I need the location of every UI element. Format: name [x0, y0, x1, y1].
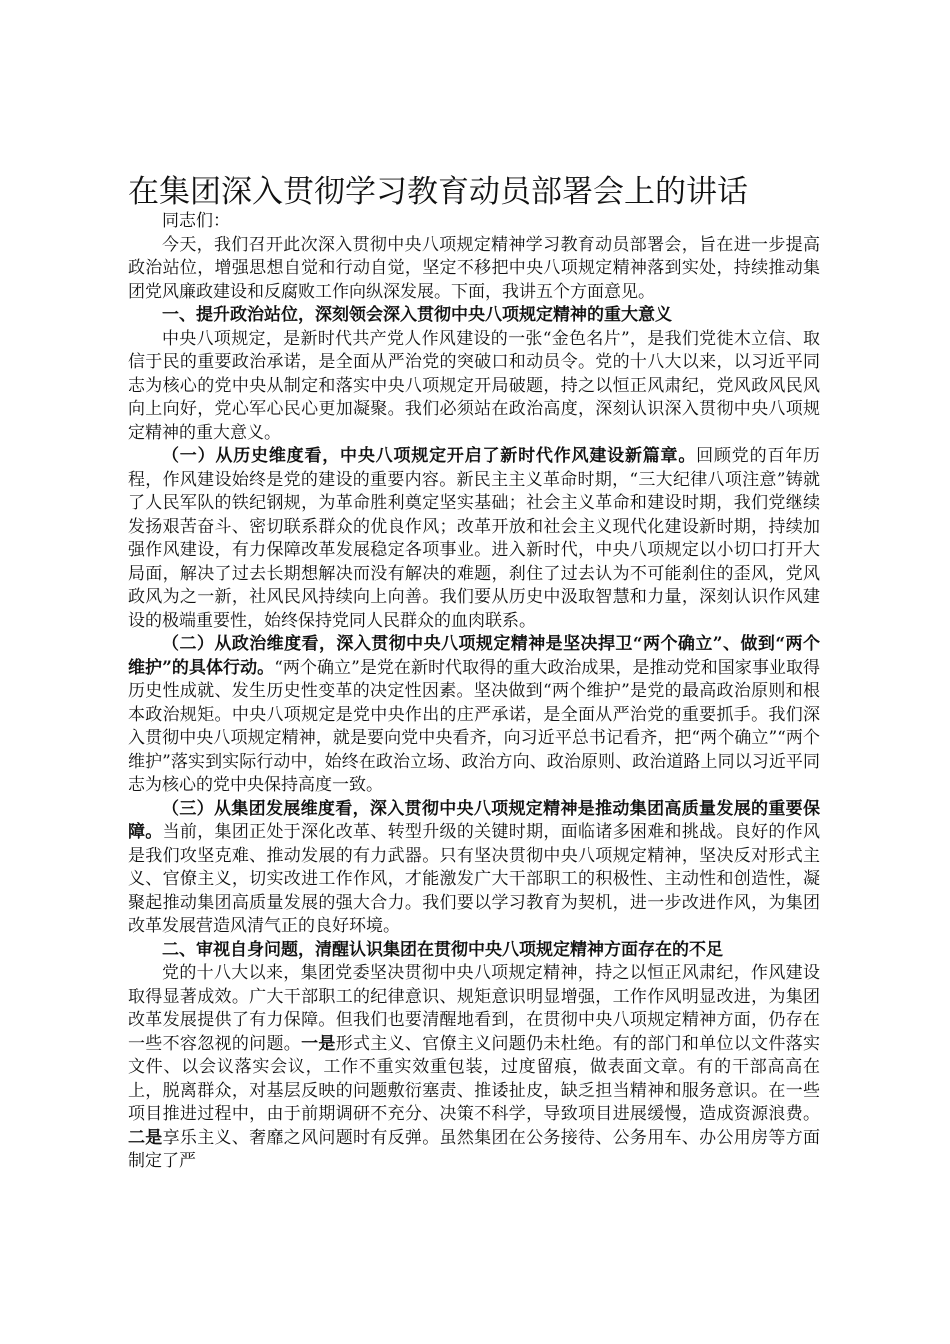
- salutation: 同志们：: [162, 211, 230, 231]
- second-point-label: 二是: [128, 1127, 163, 1148]
- subsection-3-lead: （三）从集团发展维度看，深入贯彻中央八项规定精神是推动集团高质量发展的重要保障。: [128, 798, 820, 842]
- subsection-2: [128, 633, 820, 798]
- subsection-3: [128, 798, 820, 939]
- first-point-label: 一是: [301, 1033, 336, 1054]
- subsection-1-lead: （一）从历史维度看，中央八项规定开启了新时代作风建设新篇章。: [162, 446, 697, 466]
- section-2-heading: 二、审视自身问题，清醒认识集团在贯彻中央八项规定精神方面存在的不足: [162, 939, 723, 960]
- subsection-1-text: 回顾党的百年历程，作风建设始终是党的建设的重要内容。新民主主义革命时期，“三大纪律八项注意”铸就了人民军队的铁纪钢规，为革命胜利奠定坚实基础；社会主义革命和建设时期，我们党继续发扬艰苦奋斗、密切联系群众的优良作风；改革开放和社会主义现代化建设新时期，持续加强作风建设，有力保障改革发展稳定各项事业。进入新时代，中央八项规定以小切口打开大局面，解决了过去长期想解决而没有解决的难题，刹住了过去认为不可能刹住的歪风，党风政风为之一新，社风民风持续向上向善。我们要从历史中汲取智慧和力量，深刻认识作风建设的极端重要性，始终保持党同人民群众的血肉联系。: [128, 446, 821, 631]
- section-1-heading: 一、提升政治站位，深刻领会深入贯彻中央八项规定精神的重大意义: [162, 305, 672, 325]
- subsection-3-text: 当前，集团正处于深化改革、转型升级的关键时期，面临诸多困难和挑战。良好的作风是我们攻坚克难、推动发展的有力武器。只有坚决贯彻中央八项规定精神，坚决反对形式主义、官僚主义，切实改进工作作风，才能激发广大干部职工的积极性、主动性和创造性，凝聚起推动集团高质量发展的强大合力。我们要以学习教育为契机，进一步改进作风，为集团改革发展营造风清气正的良好环境。: [128, 822, 821, 936]
- document-body: [128, 210, 820, 1174]
- subsection-2-text: “两个确立”是党在新时代取得的重大政治成果，是推动党和国家事业取得历史性成就、发生历史性变革的决定性因素。坚决做到“两个维护”是党的最高政治原则和根本政治规矩。中央八项规定是党中央作出的庄严承诺，是全面从严治党的重要抓手。我们深入贯彻中央八项规定精神，就是要向党中央看齐，向习近平总书记看齐，把“两个确立”“两个维护”落实到实际行动中，始终在政治立场、政治方向、政治原则、政治道路上同以习近平同志为核心的党中央保持高度一致。: [128, 657, 820, 795]
- subsection-2-lead: （二）从政治维度看，深入贯彻中央八项规定精神是坚决捍卫“两个确立”、做到“两个维护”的具体行动。: [128, 634, 820, 678]
- page-title: 在集团深入贯彻学习教育动员部署会上的讲话: [128, 174, 748, 210]
- section-1-paragraph: 中央八项规定，是新时代共产党人作风建设的一张“金色名片”，是我们党徙木立信、取信于民的重要政治承诺，是全面从严治党的突破口和动员令。党的十八大以来，以习近平同志为核心的党中央从制定和落实中央八项规定开局破题，持之以恒正风肃纪，党风政风民风向上向好，党心军心民心更加凝聚。我们必须站在政治高度，深刻认识深入贯彻中央八项规定精神的重大意义。: [128, 328, 820, 443]
- intro-paragraph: 今天，我们召开此次深入贯彻中央八项规定精神学习教育动员部署会，旨在进一步提高政治站位，增强思想自觉和行动自觉，坚定不移把中央八项规定精神落到实处，持续推动集团党风廉政建设和反腐败工作向纵深发展。下面，我讲五个方面意见。: [128, 234, 820, 302]
- section-2-text-a: 党的十八大以来，集团党委坚决贯彻中央八项规定精神，持之以恒正风肃纪，作风建设取得显著成效。广大干部职工的纪律意识、规矩意识明显增强，工作作风明显改进，为集团改革发展提供了有力保障。但我们也要清醒地看到，在贯彻中央八项规定精神方面，仍存在一些不容忽视的问题。: [128, 963, 820, 1054]
- section-2-text-c: 享乐主义、奢靡之风问题时有反弹。虽然集团在公务接待、公务用车、办公用房等方面制定了严: [128, 1127, 821, 1171]
- subsection-1: [128, 445, 820, 633]
- section-2-text-b: 形式主义、官僚主义问题仍未杜绝。有的部门和单位以文件落实文件、以会议落实会议，工作不重实效重包装，过度留痕，做表面文章。有的干部高高在上，脱离群众，对基层反映的问题敷衍塞责、推诿扯皮，缺乏担当精神和服务意识。在一些项目推进过程中，由于前期调研不充分、决策不科学，导致项目进展缓慢，造成资源浪费。: [128, 1033, 821, 1124]
- section-2-paragraph: [128, 962, 820, 1174]
